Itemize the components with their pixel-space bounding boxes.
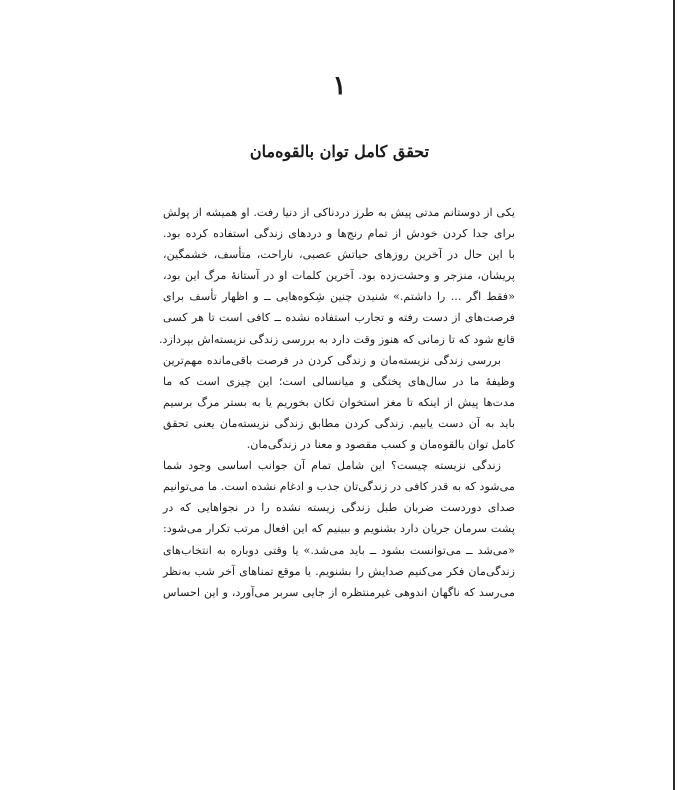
text-line: کامل توان بالقوه‌مان و کسب مقصود و معنا در زندگی‌مان. bbox=[246, 438, 515, 452]
text-line: «می‌شد ــ می‌توانست بشود ــ باید می‌شد.» یا وقتی دوباره به انتخاب‌های bbox=[163, 543, 515, 557]
text-line: پریشان، منزجر و وحشت‌زده بود. آخرین کلمات او در آستانهٔ مرگ این بود، bbox=[163, 269, 515, 283]
text-line: زندگی نزیسته چیست؟ این شامل تمام آن جوانب اساسی وجود شما bbox=[163, 459, 501, 473]
chapter-number: ۱ bbox=[332, 71, 347, 101]
text-line: یکی از دوستانم مدتی پیش به طرز دردناکی از دنیا رفت. او همیشه از پولش bbox=[163, 206, 515, 219]
text-line: با این حال در آخرین روزهای حیاتش عصبی، ناراحت، متأسف، خشمگین، bbox=[163, 248, 515, 262]
paragraph-1 bbox=[158, 202, 515, 350]
text-line: پشت سرمان جریان دارد بشنویم و ببینیم که این افعال مرتب تکرار می‌شود: bbox=[163, 522, 515, 536]
text-line: «فقط اگر ... را داشتم.» شنیدن چنین شِکوه‌هایی ــ و اظهار تأسف برای bbox=[163, 290, 515, 304]
paragraph-3 bbox=[163, 455, 515, 603]
text-line: زندگی‌مان فکر می‌کنیم صدایش را بشنویم. یا موقع تمناهای آخر شب به‌نظر bbox=[163, 564, 515, 578]
text-line: می‌شود که به قدر کافی در زندگی‌تان جذب و ادغام نشده است. ما می‌توانیم bbox=[163, 480, 515, 494]
text-line: صدای دوردست ضربان طبل زندگی زیسته نشده را در نجواهایی که در bbox=[163, 501, 515, 515]
text-line: مدت‌ها پیش از اینکه تا مغز استخوان تکان بخوریم یا به بستر مرگ برسیم bbox=[163, 395, 515, 409]
text-line: برای جدا کردن خودش از تمام رنج‌ها و دردهای زندگی استفاده کرده بود. bbox=[163, 227, 515, 241]
chapter-title: تحقق کامل توان بالقوه‌مان bbox=[249, 142, 430, 161]
text-line: وظیفهٔ ما در سال‌های پختگی و میانسالی است؛ این چیزی است که ما bbox=[163, 374, 515, 388]
text-line: بررسی زندگی نزیسته‌مان و زندگی کردن در فرصت باقی‌مانده مهم‌ترین bbox=[163, 353, 501, 367]
page-edge-rule bbox=[673, 0, 675, 790]
text-line: می‌رسد که ناگهان اندوهی غیرمنتظره از جایی سربر می‌آورد، و این احساس bbox=[163, 585, 515, 599]
body-text bbox=[158, 202, 515, 603]
text-line: فرصت‌های از دست رفته و تجارب استفاده نشده ــ کافی است تا هر کسی bbox=[163, 311, 515, 325]
text-line: قانع شود که تا زمانی که هنوز وقت دارد به بررسی زندگی نزیسته‌اش بپردازد. bbox=[158, 332, 515, 346]
paragraph-2 bbox=[163, 350, 515, 455]
text-line: باید به آن دست یابیم. زندگی کردن مطابق زندگی نزیسته‌مان یعنی تحقق bbox=[163, 416, 515, 430]
